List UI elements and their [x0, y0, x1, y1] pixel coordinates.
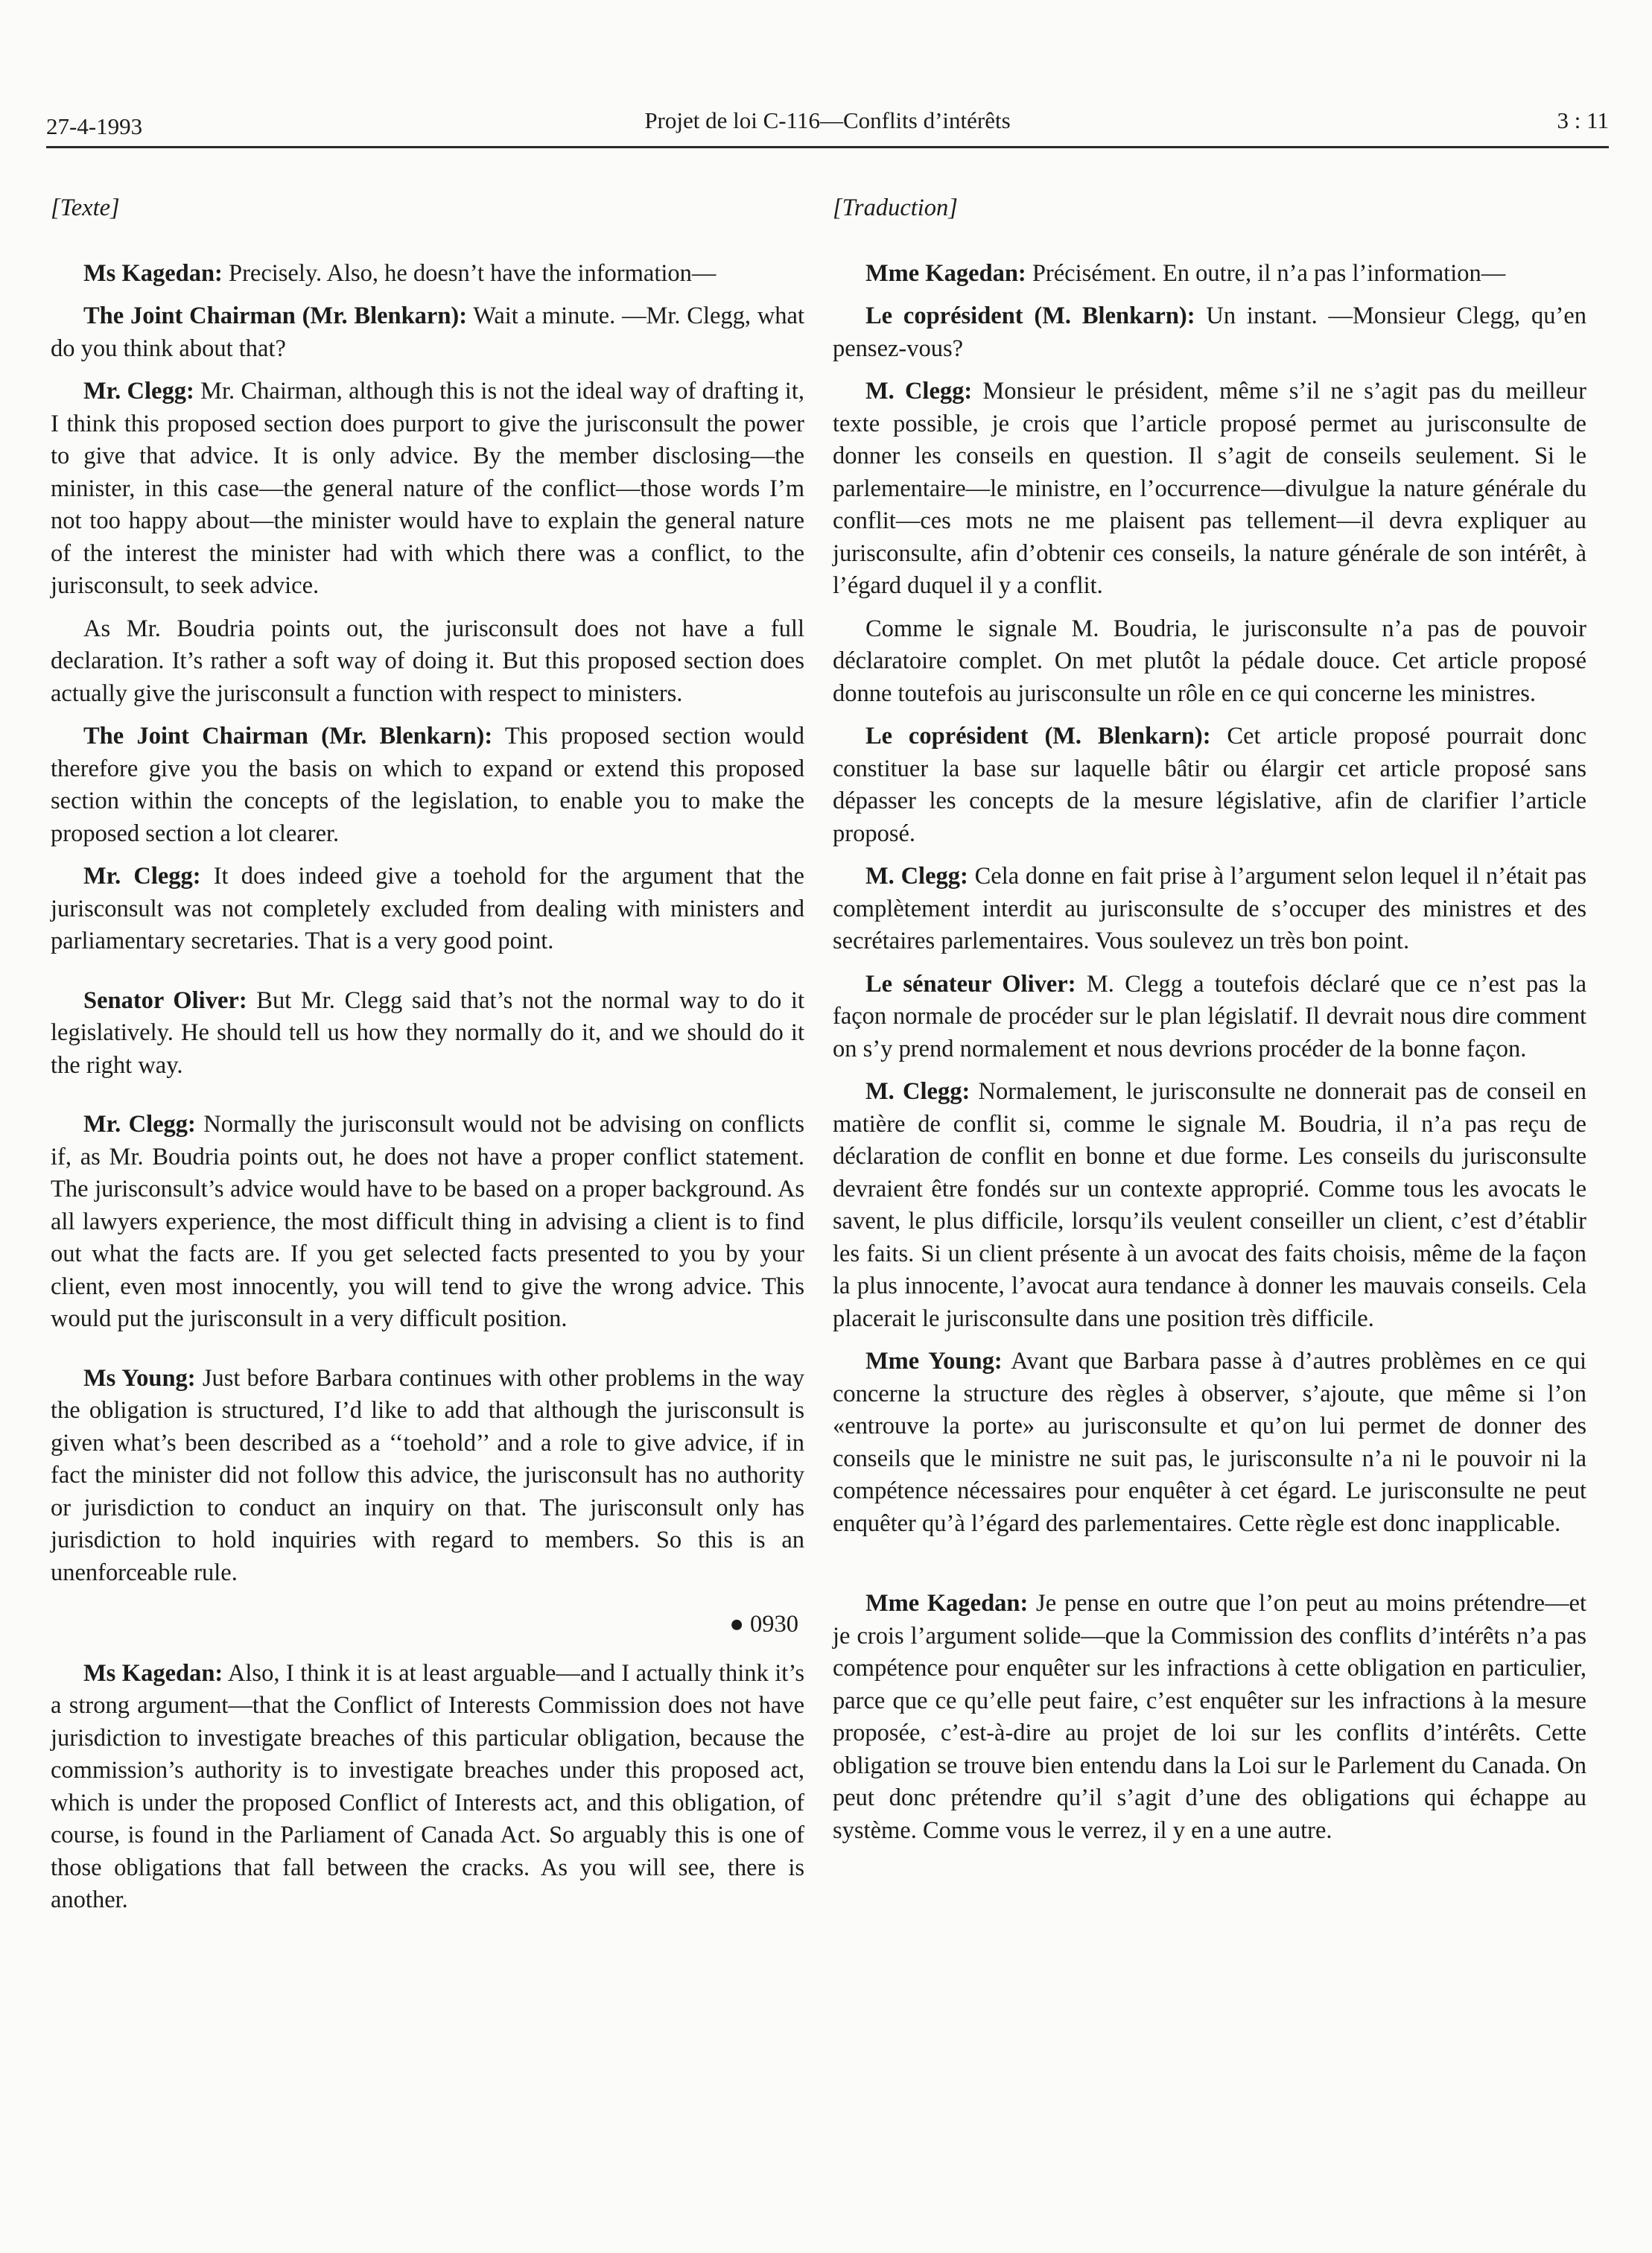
page-header: [46, 106, 1609, 148]
speaker-name: Ms Young:: [83, 1364, 196, 1392]
speech-paragraph: [833, 1588, 1586, 1847]
speech-paragraph: [51, 720, 804, 850]
speaker-name: The Joint Chairman (Mr. Blenkarn):: [83, 302, 468, 329]
speaker-name: Mr. Clegg:: [83, 378, 194, 405]
time-marker: ● 0930: [729, 1611, 798, 1638]
speaker-name: Mr. Clegg:: [83, 863, 201, 890]
speaker-name: Le coprésident (M. Blenkarn):: [865, 723, 1211, 750]
speech-text: This proposed section would therefore give you the basis on which to expand or extend this proposed section within the concepts of the legislation, to enable you to make the proposed section a lot clearer.: [51, 723, 804, 847]
header-title: Projet de loi C-116—Conflits d’intérêts: [644, 107, 1011, 133]
speaker-name: M. Clegg:: [865, 378, 973, 405]
speech-paragraph: [51, 1658, 804, 1917]
speech-text: But Mr. Clegg said that’s not the normal way to do it legislatively. He should tell us how they normally do it, and we should do it the right way.: [51, 986, 804, 1079]
speech-paragraph: [833, 1076, 1586, 1335]
speech-paragraph: [51, 1363, 804, 1590]
speech-paragraph: [51, 861, 804, 958]
speech-paragraph: [833, 258, 1586, 291]
speech-text: Cet article proposé pourrait donc constituer la base sur laquelle bâtir ou élargir cet article proposé sans dépasser les concepts de la mesure législative, afin de clarifier l’article proposé.: [833, 723, 1586, 847]
speech-text: Just before Barbara continues with other problems in the way the obligation is structured, I’d like to add that although the jurisconsult is given what’s been described as a ‘‘toehold’’ and a role to give advice, if in fact the minister did not follow this advice, the jurisconsult has no authority or jurisdiction to conduct an inquiry on that. The jurisconsult only has jurisdiction to hold inquiries with regard to members. So this is an unenforceable rule.: [51, 1364, 804, 1586]
english-column: [51, 192, 804, 1927]
speaker-name: M. Clegg:: [865, 863, 968, 890]
language-tag-texte: [Texte]: [51, 194, 120, 221]
speech-paragraph: [833, 376, 1586, 603]
speech-text: Also, I think it is at least arguable—and I actually think it’s a strong argument—that the Conflict of Interests Commission does not have jurisdiction to investigate breaches of this particular obligation, because the commission’s authority is to investigate breaches under this proposed act, which is under the proposed Conflict of Interests act, and this obligation, of course, is found in the Parliament of Canada Act. So arguably this is one of those obligations that fall between the cracks. As you will see, there is another.: [51, 1659, 805, 1913]
speaker-name: Le coprésident (M. Blenkarn):: [865, 302, 1195, 329]
speech-text: M. Clegg a toutefois déclaré que ce n’est pas la façon normale de procéder sur le plan législatif. Il devrait nous dire comment on s’y prend normalement et nous devrions procéder de la bonne façon.: [833, 970, 1586, 1062]
speech-text: As Mr. Boudria points out, the jurisconsult does not have a full declaration. It’s rather a soft way of doing it. But this proposed section does actually give the jurisconsult a function with respect to ministers.: [51, 615, 804, 707]
speaker-name: Ms Kagedan:: [83, 1659, 223, 1687]
speaker-name: Le sénateur Oliver:: [865, 970, 1076, 998]
speech-paragraph: [51, 1109, 804, 1336]
header-page-number: 3 : 11: [1557, 107, 1609, 133]
speech-paragraph: [51, 376, 804, 603]
speaker-name: M. Clegg:: [865, 1078, 970, 1105]
speech-paragraph: [51, 613, 804, 711]
speech-text: It does indeed give a toehold for the argument that the jurisconsult was not completely excluded from dealing with ministers and parliamentary secretaries. That is a very good point.: [51, 863, 804, 954]
speech-paragraph: [51, 300, 804, 365]
header-rule: [46, 146, 1609, 148]
speaker-name: Mme Kagedan:: [865, 1590, 1029, 1617]
speech-paragraph: [833, 300, 1586, 365]
speech-paragraph: [833, 861, 1586, 958]
speaker-name: Senator Oliver:: [83, 986, 247, 1014]
language-tag-traduction: [Traduction]: [833, 194, 958, 221]
speaker-name: Mr. Clegg:: [83, 1111, 196, 1138]
speech-paragraph: [833, 720, 1586, 850]
speech-text: Mr. Chairman, although this is not the ideal way of drafting it, I think this proposed section does purport to give the jurisconsult the power to give that advice. It is only advice. By the member disclosing—the minister, in this case—the general nature of the conflict—those words I’m not too happy about—the minister would have to explain the general nature of the interest the minister had with which there was a conflict, to the jurisconsult, to seek advice.: [51, 378, 804, 599]
speaker-name: The Joint Chairman (Mr. Blenkarn):: [83, 723, 493, 750]
speech-text: Wait a minute. —Mr. Clegg, what do you think about that?: [51, 302, 804, 362]
speech-paragraph: [51, 985, 804, 1083]
header-date: 27-4-1993: [46, 113, 143, 139]
speech-text: Un instant. —Monsieur Clegg, qu’en pensez-vous?: [833, 302, 1586, 362]
speaker-name: Ms Kagedan:: [83, 259, 223, 287]
speech-text: Monsieur le président, même s’il ne s’agit pas du meilleur texte possible, je crois que l’article proposé permet au jurisconsulte de donner les conseils en question. Il s’agit de conseils seulement. Si le parlementaire—le ministre, en l’occurrence—divulgue la nature générale du conflit—ces mots ne me plaisent pas tellement—il devra expliquer au jurisconsulte, afin d’obtenir ces conseils, la nature générale de son intérêt, à l’égard duquel il y a conflit.: [833, 378, 1586, 599]
french-column: [833, 192, 1586, 1857]
speech-text: Précisément. En outre, il n’a pas l’information—: [1026, 259, 1506, 287]
speech-paragraph: [833, 969, 1586, 1066]
speech-text: Avant que Barbara passe à d’autres problèmes en ce qui concerne la structure des règles à observer, s’ajoute, que même si l’on «entrouve la porte» au jurisconsulte et qu’on lui permet de donner des conseils que le ministre ne suit pas, le jurisconsulte n’a ni le pouvoir ni la compétence nécessaires pour enquêter à cet égard. Le jurisconsulte ne peut enquêter qu’à l’égard des parlementaires. Cette règle est donc inapplicable.: [833, 1348, 1586, 1537]
speech-text: Normalement, le jurisconsulte ne donnerait pas de conseil en matière de conflit si, comme le signale M. Boudria, il n’a pas reçu de déclaration de conflit en bonne et due forme. Les conseils du jurisconsulte devraient être fondés sur un contexte approprié. Comme tous les avocats le savent, le plus difficile, lorsqu’ils veulent conseiller un client, c’est d’établir les faits. Si un client présente à un avocat des faits choisis, même de la façon la plus innocente, l’avocat aura tendance à donner les mauvais conseils. Cela placerait le jurisconsulte dans une position très difficile.: [833, 1078, 1586, 1332]
speech-text: Comme le signale M. Boudria, le jurisconsulte n’a pas de pouvoir déclaratoire complet. On met plutôt la pédale douce. Cet article proposé donne toutefois au jurisconsulte un rôle en ce qui concerne les ministres.: [833, 615, 1586, 707]
speech-text: Normally the jurisconsult would not be advising on conflicts if, as Mr. Boudria points out, he does not have a proper conflict statement. The jurisconsult’s advice would have to be based on a proper background. As all lawyers experience, the most difficult thing in advising a client is to find out what the facts are. If you get selected facts presented to you by your client, even most innocently, you will tend to give the wrong advice. This would put the jurisconsult in a very difficult position.: [51, 1111, 804, 1332]
speech-paragraph: [51, 258, 804, 291]
speech-text: Precisely. Also, he doesn’t have the information—: [222, 259, 717, 287]
speech-text: Cela donne en fait prise à l’argument selon lequel il n’était pas complètement interdit au jurisconsulte de s’occuper des ministres et des secrétaires parlementaires. Vous soulevez un très bon point.: [833, 863, 1586, 954]
speaker-name: Mme Kagedan:: [865, 259, 1026, 287]
speech-paragraph: [833, 1346, 1586, 1540]
speech-text: Je pense en outre que l’on peut au moins prétendre—et je crois l’argument solide—que la Commission des conflits d’intérêts n’a pas compétence pour enquêter sur les infractions à cette obligation en particulier, parce que ce qu’elle peut faire, c’est enquêter sur les infractions à la mesure proposée, c’est-à-dire au projet de loi sur les conflits d’intérêts. Cette obligation se trouve bien entendu dans la Loi sur le Parlement du Canada. On peut donc prétendre qu’il s’agit d’une des obligations qui échappe au système. Comme vous le verrez, il y en a une autre.: [833, 1590, 1587, 1844]
speaker-name: Mme Young:: [865, 1348, 1003, 1375]
speech-paragraph: [833, 613, 1586, 711]
